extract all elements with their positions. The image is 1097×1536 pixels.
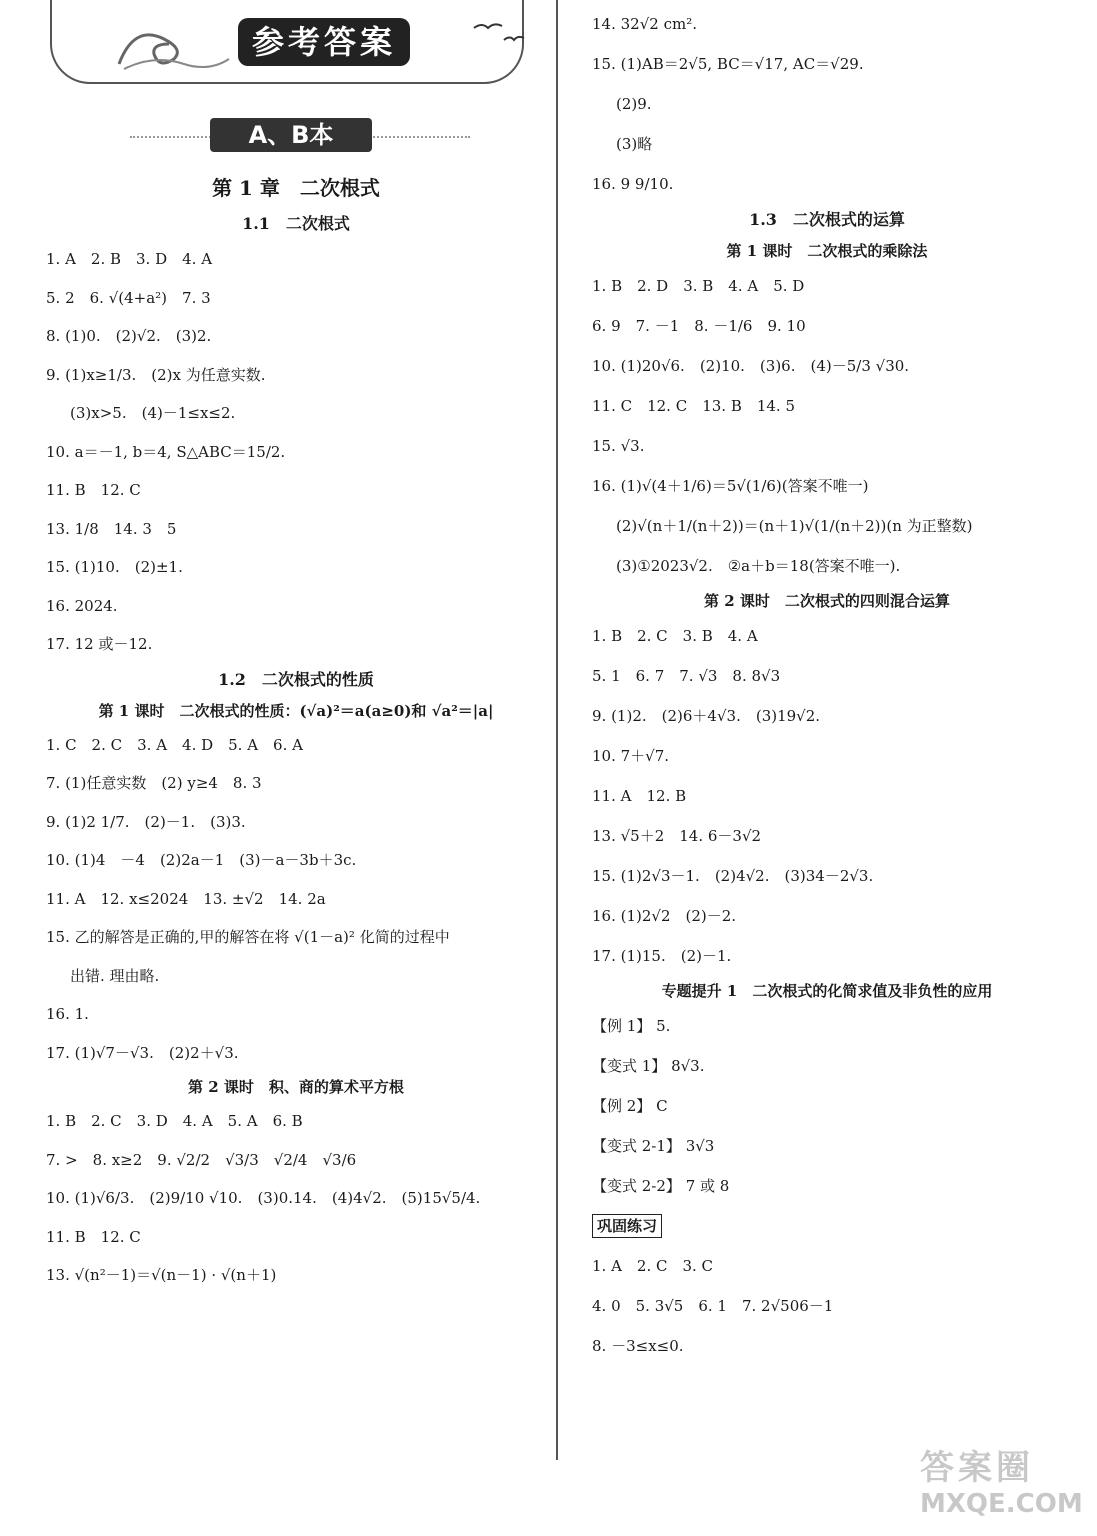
answer-line: 13. √5＋2 14. 6－3√2 — [592, 827, 762, 845]
lesson-heading: 第 2 课时 积、商的算术平方根 — [188, 1078, 404, 1096]
answer-line: 11. B 12. C — [46, 1227, 141, 1246]
answer-line: 7. (1)任意实数 (2) y≥4 8. 3 — [46, 774, 262, 792]
lesson-heading: 第 1 课时 二次根式的乘除法 — [726, 242, 928, 260]
answer-line: 1. B 2. C 3. B 4. A — [592, 627, 758, 645]
answer-line: 1. A 2. B 3. D 4. A — [46, 250, 213, 268]
answer-line: 11. A 12. B — [592, 787, 687, 805]
answer-line: 9. (1)x≥1/3. (2)x 为任意实数. — [46, 365, 266, 384]
answer-line: 15. (1)10. (2)±1. — [46, 558, 183, 576]
answer-line: 1. B 2. D 3. B 4. A 5. D — [592, 277, 805, 295]
answer-line: 15. (1)AB＝2√5, BC＝√17, AC＝√29. — [592, 55, 864, 73]
answer-line: 11. C 12. C 13. B 14. 5 — [592, 397, 796, 415]
answer-line: 【变式 2-1】 3√3 — [592, 1137, 715, 1155]
header-banner — [50, 0, 524, 84]
lesson-heading: 专题提升 1 二次根式的化简求值及非负性的应用 — [661, 982, 993, 1000]
page-title: 参考答案 — [238, 18, 410, 66]
answer-line: 7. > 8. x≥2 9. √2/2 √3/3 √2/4 √3/6 — [46, 1150, 357, 1169]
birds-icon — [472, 18, 532, 48]
answer-line: 8. (1)0. (2)√2. (3)2. — [46, 327, 212, 345]
wave-decoration-icon — [114, 14, 234, 74]
watermark — [920, 1440, 1090, 1530]
answer-line: (3)①2023√2. ②a＋b＝18(答案不唯一). — [616, 557, 901, 575]
answer-line: 9. (1)2 1/7. (2)－1. (3)3. — [46, 812, 246, 831]
answer-line: 16. 2024. — [46, 596, 118, 615]
answer-line: (2)9. — [616, 95, 652, 113]
answer-line: 【变式 1】 8√3. — [592, 1057, 705, 1075]
answer-line: (3)略 — [616, 135, 653, 153]
practice-box: 巩固练习 — [592, 1214, 662, 1238]
answer-line: 4. 0 5. 3√5 6. 1 7. 2√506－1 — [592, 1297, 834, 1315]
answer-line: 出错. 理由略. — [70, 966, 160, 985]
answer-line: 5. 2 6. √(4+a²) 7. 3 — [46, 288, 211, 307]
answer-line: 17. 12 或－12. — [46, 635, 153, 653]
subtitle: A、B本 — [210, 118, 372, 152]
answer-line: 10. 7＋√7. — [592, 747, 670, 765]
answer-line: 8. －3≤x≤0. — [592, 1337, 684, 1355]
section-heading: 1.2 二次根式的性质 — [218, 669, 374, 689]
answer-line: 15. √3. — [592, 437, 645, 455]
answer-line: 17. (1)15. (2)－1. — [592, 947, 732, 965]
answer-line: 6. 9 7. －1 8. －1/6 9. 10 — [592, 317, 806, 335]
answer-line: 16. 1. — [46, 1005, 89, 1023]
answer-line: 【例 1】 5. — [592, 1017, 671, 1035]
section-heading: 1.3 二次根式的运算 — [749, 210, 905, 229]
answer-line: 【例 2】 C — [592, 1097, 668, 1115]
answer-line: 16. (1)2√2 (2)－2. — [592, 907, 737, 925]
answer-line: 10. (1)20√6. (2)10. (3)6. (4)－5/3 √30. — [592, 357, 910, 375]
watermark-en: MXQE.COM — [920, 1489, 1083, 1519]
answer-line: 11. A 12. x≤2024 13. ±√2 14. 2a — [46, 889, 326, 908]
answer-line: 16. (1)√(4＋1/6)＝5√(1/6)(答案不唯一) — [592, 477, 869, 495]
subtitle-ribbon — [130, 118, 470, 148]
section-heading: 1.1 二次根式 — [242, 214, 350, 233]
watermark-cn: 答案圈 — [920, 1448, 1034, 1488]
answer-line: 10. a＝－1, b＝4, S△ABC＝15/2. — [46, 442, 286, 461]
left-column — [46, 168, 546, 1295]
answer-line: 10. (1)4 －4 (2)2a－1 (3)－a－3b＋3c. — [46, 851, 357, 869]
practice-label — [592, 1206, 1062, 1246]
chapter-heading: 第 1 章 二次根式 — [212, 176, 380, 200]
answer-line: 1. A 2. C 3. C — [592, 1257, 714, 1275]
lesson-heading: 第 2 课时 二次根式的四则混合运算 — [704, 592, 950, 610]
answer-line: 10. (1)√6/3. (2)9/10 √10. (3)0.14. (4)4√2. (5)15√5/4. — [46, 1189, 481, 1207]
answer-line: 17. (1)√7－√3. (2)2＋√3. — [46, 1043, 239, 1062]
answer-line: 15. 乙的解答是正确的,甲的解答在将 √(1－a)² 化简的过程中 — [46, 928, 450, 946]
answer-line: (2)√(n＋1/(n＋2))＝(n＋1)√(1/(n＋2))(n 为正整数) — [616, 517, 973, 535]
answer-line: 15. (1)2√3－1. (2)4√2. (3)34－2√3. — [592, 867, 874, 885]
answer-line: 11. B 12. C — [46, 481, 141, 499]
answer-line: (3)x>5. (4)－1≤x≤2. — [70, 404, 236, 422]
answer-line: 1. B 2. C 3. D 4. A 5. A 6. B — [46, 1112, 303, 1130]
column-divider — [556, 0, 558, 1460]
answer-line: 1. C 2. C 3. A 4. D 5. A 6. A — [46, 735, 303, 754]
lesson-heading: 第 1 课时 二次根式的性质：(√a)²＝a(a≥0)和 √a²＝|a| — [98, 701, 494, 720]
answer-line: 【变式 2-2】 7 或 8 — [592, 1177, 730, 1195]
answer-line: 9. (1)2. (2)6＋4√3. (3)19√2. — [592, 707, 821, 725]
answer-line: 14. 32√2 cm². — [592, 15, 697, 33]
right-column — [592, 4, 1062, 1366]
answer-line: 13. √(n²－1)＝√(n－1) · √(n＋1) — [46, 1266, 277, 1284]
answer-line: 13. 1/8 14. 3 5 — [46, 519, 177, 538]
answer-line: 16. 9 9/10. — [592, 175, 674, 193]
answer-line: 5. 1 6. 7 7. √3 8. 8√3 — [592, 667, 781, 685]
